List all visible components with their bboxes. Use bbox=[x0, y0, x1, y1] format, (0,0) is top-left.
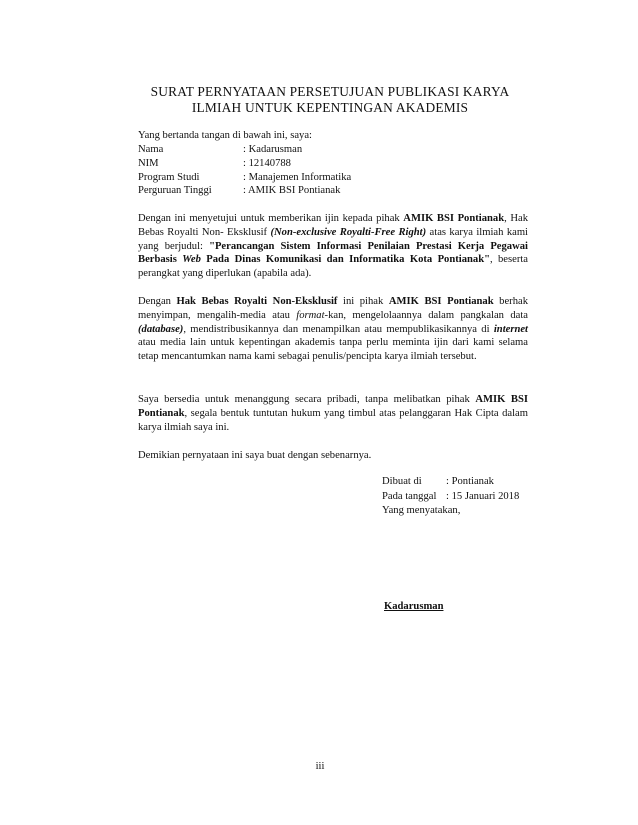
field-label: NIM bbox=[138, 157, 159, 169]
bold-span: AMIK BSI Pontianak bbox=[138, 394, 529, 419]
signature-closing: Yang menyatakan, bbox=[382, 505, 461, 516]
bold-span: Pada Dinas Komunikasi dan Informatika Kota Pontianak" bbox=[200, 254, 490, 266]
paragraph-consent bbox=[138, 212, 528, 281]
field-label: Program Studi bbox=[138, 171, 200, 183]
text-span: , mendistribusikannya dan menampilkan atau mempublikasikannya di bbox=[183, 323, 494, 335]
bold-span: AMIK BSI Pontianak bbox=[388, 296, 494, 307]
place-label: Dibuat di bbox=[382, 476, 422, 487]
paragraph-rights bbox=[138, 295, 528, 364]
signature-place-row bbox=[382, 475, 494, 490]
title-line-1: SURAT PERNYATAAN PERSETUJUAN PUBLIKASI KARYA bbox=[150, 84, 510, 99]
text-span: , Hak Bebas Royalti Non- Eksklusif bbox=[138, 213, 528, 238]
field-label: Nama bbox=[138, 144, 164, 155]
bold-italic-span: (database) bbox=[138, 323, 184, 335]
text-span: -kan, mengelolaannya dalam pangkalan data bbox=[324, 309, 529, 321]
field-value: : Manajemen Informatika bbox=[243, 171, 352, 183]
italic-span: format bbox=[296, 309, 325, 321]
paragraph-closing: Demikian pernyataan ini saya buat dengan sebenarnya. bbox=[138, 450, 372, 461]
date-value: : 15 Januari 2018 bbox=[446, 490, 520, 502]
text-span: atau media lain untuk kepentingan akademis tanpa perlu meminta ijin dari kami selama tetap mencantumkan nama kami sebagai penulis/pencipta karya ilmiah tersebut. bbox=[138, 337, 528, 363]
bold-italic-span: Web bbox=[182, 254, 201, 266]
intro-text: Yang bertanda tangan di bawah ini, saya: bbox=[138, 130, 312, 141]
field-value: : 12140788 bbox=[243, 157, 291, 169]
field-value: : Kadarusman bbox=[243, 144, 303, 155]
paragraph-liability bbox=[138, 393, 528, 434]
signer-name: Kadarusman bbox=[384, 601, 444, 612]
field-label: Perguruan Tinggi bbox=[138, 185, 212, 197]
signature-block bbox=[382, 475, 520, 519]
bold-italic-span: internet bbox=[493, 323, 528, 335]
title-line-2: ILMIAH UNTUK KEPENTINGAN AKADEMIS bbox=[191, 100, 469, 115]
bold-span: Hak Bebas Royalti Non-Eksklusif bbox=[176, 296, 338, 307]
field-value: : AMIK BSI Pontianak bbox=[243, 185, 341, 197]
signature-date-row bbox=[382, 490, 520, 505]
text-span: Saya bersedia untuk menanggung secara pribadi, tanpa melibatkan pihak bbox=[138, 394, 476, 405]
text-span: ini pihak bbox=[337, 296, 389, 307]
bold-italic-span: (Non-exclusive Royalti-Free Right) bbox=[270, 226, 427, 238]
text-span: atas karya ilmiah kami yang berjudul: bbox=[138, 226, 528, 252]
text-span: , segala bentuk tuntutan hukum yang timbul atas pelanggaran Hak Cipta dalam karya ilmiah saya ini. bbox=[138, 407, 528, 433]
text-span: berhak menyimpan, mengalih-media atau bbox=[138, 296, 528, 321]
document-title bbox=[120, 84, 540, 116]
text-span: , beserta perangkat yang diperlukan (apabila ada). bbox=[138, 254, 529, 280]
bold-span: "Perancangan Sistem Informasi Penilaian Prestasi Kerja Pegawai Berbasis bbox=[138, 240, 528, 266]
text-span: Dengan bbox=[138, 296, 177, 307]
bold-span: AMIK BSI Pontianak bbox=[403, 213, 505, 224]
date-label: Pada tanggal bbox=[382, 490, 437, 502]
page-number: iii bbox=[315, 761, 325, 772]
place-value: : Pontianak bbox=[446, 476, 494, 487]
text-span: Dengan ini menyetujui untuk memberikan ijin kepada pihak bbox=[138, 213, 404, 224]
